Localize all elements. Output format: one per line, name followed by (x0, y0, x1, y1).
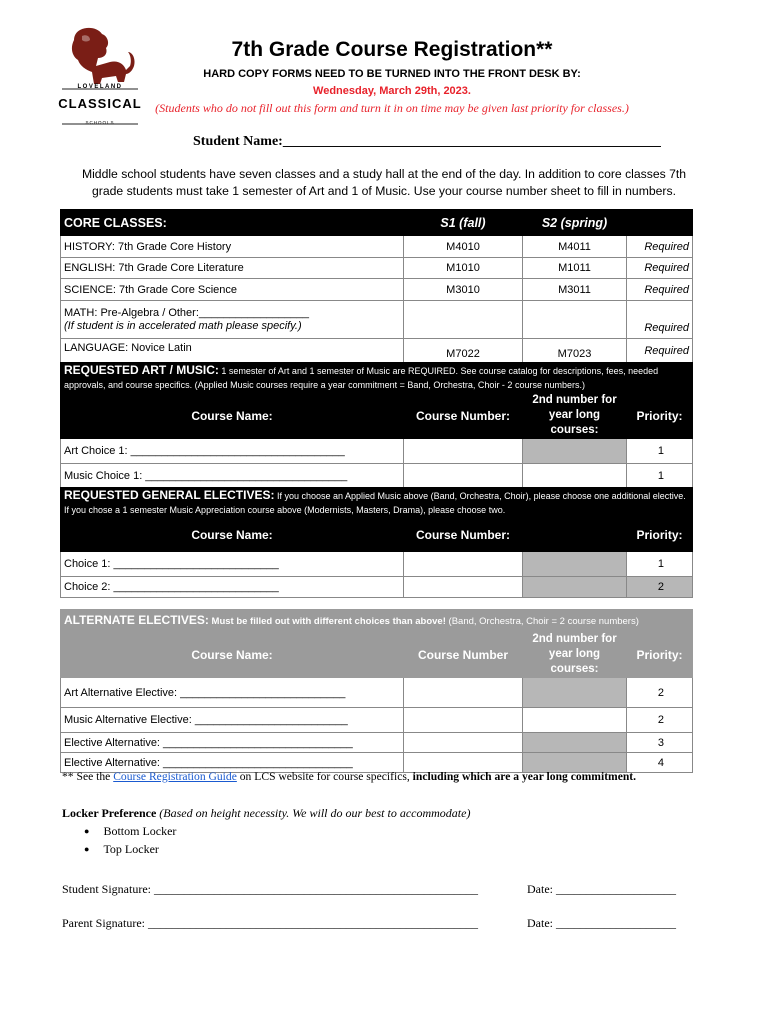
table-row (61, 339, 693, 363)
required-label: Required (627, 279, 693, 301)
art-music-table (60, 362, 693, 489)
alternate-electives-banner (61, 610, 693, 632)
math-course-label: MATH: Pre-Algebra / Other:__________________ (64, 306, 310, 319)
elective-choice-field[interactable]: Choice 2: ___________________________ (61, 577, 404, 598)
intro-paragraph: Middle school students have seven classes and a study hall at the end of the day. In addition to core classes 7th grade students must take 1 semester of Art and 1 of Music. Use your course number sheet to fill in numbers. (81, 167, 687, 198)
logo-main-text: CLASSICAL (58, 96, 142, 111)
student-name-line: ______________________________________________________ (282, 134, 661, 149)
required-label: Required (627, 236, 693, 258)
page-title: 7th Grade Course Registration** (231, 38, 553, 61)
disabled-cell (523, 678, 627, 708)
alternate-electives-table (60, 609, 693, 773)
art-music-instructions: 1 semester of Art and 1 semester of Music are REQUIRED. See course catalog for descriptions, fees, needed approvals, and course specifics. (Applied Music courses require a year commitment = Band, Orchestra, Choir - 2 course numbers.) (64, 366, 659, 390)
math-course-field[interactable] (61, 301, 404, 339)
table-row (61, 258, 693, 279)
music-choice-field[interactable]: Music Choice 1: _________________________________ (61, 464, 404, 489)
student-name-label: Student Name: (193, 134, 283, 149)
student-name-field[interactable] (193, 134, 661, 150)
required-label: Required (627, 258, 693, 279)
col-course-number: Course Number: (404, 393, 523, 439)
student-date-field[interactable]: Date: ____________________ (527, 882, 676, 896)
core-header-s1: S1 (fall) (404, 210, 523, 236)
priority-value: 1 (627, 464, 693, 489)
priority-value: 2 (627, 678, 693, 708)
locker-option-top[interactable]: ● Top Locker (84, 841, 470, 860)
footnote-mid: on LCS website for course specifics, (236, 770, 413, 783)
math-s1-input[interactable] (404, 301, 523, 339)
alternate-elective-field[interactable]: Elective Alternative: _______________________________ (61, 733, 404, 753)
table-row (61, 301, 693, 339)
late-notice: (Students who do not fill out this form and turn it in on time may be given last priority for classes.) (155, 101, 629, 115)
course-number-input[interactable] (404, 708, 523, 733)
footnote-bold: including which are a year long commitment. (412, 770, 637, 783)
locker-note: (Based on height necessity. We will do our best to accommodate) (156, 806, 471, 820)
alternate-electives-warning: Must be filled out with different choices than above! (208, 615, 446, 627)
course-number-input[interactable] (404, 464, 523, 489)
alternate-elective-field[interactable]: Music Alternative Elective: _________________________ (61, 708, 404, 733)
locker-preference (62, 805, 470, 860)
art-choice-field[interactable]: Art Choice 1: ___________________________________ (61, 439, 404, 464)
locker-option-bottom[interactable]: ● Bottom Locker (84, 823, 470, 842)
submission-instructions: HARD COPY FORMS NEED TO BE TURNED INTO THE FRONT DESK BY: (203, 68, 581, 80)
table-row (61, 733, 693, 753)
s2-number: M1011 (523, 258, 627, 279)
general-electives-banner (61, 488, 693, 518)
art-music-banner (61, 363, 693, 393)
course-name: HISTORY: 7th Grade Core History (61, 236, 404, 258)
table-row (61, 552, 693, 577)
second-number-input[interactable] (523, 464, 627, 489)
col-course-name: Course Name: (61, 518, 404, 552)
table-row (61, 577, 693, 598)
footnote-pre: ** See the (62, 770, 114, 783)
table-row (61, 439, 693, 464)
col-priority: Priority: (627, 518, 693, 552)
second-number-input[interactable] (523, 708, 627, 733)
table-row (61, 279, 693, 301)
course-number-input[interactable] (404, 733, 523, 753)
art-music-title: REQUESTED ART / MUSIC: (64, 363, 219, 377)
alternate-electives-title: ALTERNATE ELECTIVES: (64, 612, 209, 627)
disabled-cell (523, 439, 627, 464)
s2-number: M3011 (523, 279, 627, 301)
col-second-number: 2nd number for year long courses: (523, 632, 627, 678)
course-registration-guide-link[interactable]: Course Registration Guide (113, 770, 237, 783)
col-course-name: Course Name: (61, 632, 404, 678)
math-s2-input[interactable] (523, 301, 627, 339)
elective-choice-field[interactable]: Choice 1: ___________________________ (61, 552, 404, 577)
disabled-cell (523, 577, 627, 598)
priority-value: 3 (627, 733, 693, 753)
student-signature-field[interactable]: Student Signature: ______________________________________________________ (62, 882, 478, 896)
logo-bottom-text: SCHOOLS (85, 120, 115, 125)
priority-value: 4 (627, 753, 693, 773)
alternate-electives-note: (Band, Orchestra, Choir = 2 course numbers) (445, 615, 639, 627)
priority-value: 2 (627, 708, 693, 733)
alternate-elective-field[interactable]: Art Alternative Elective: ___________________________ (61, 678, 404, 708)
disabled-cell (523, 733, 627, 753)
table-row (61, 708, 693, 733)
disabled-cell (523, 552, 627, 577)
parent-signature-field[interactable]: Parent Signature: _______________________________________________________ (62, 916, 478, 930)
table-row (61, 464, 693, 489)
general-electives-table (60, 487, 693, 598)
s1-number: M7022 (404, 339, 523, 363)
s2-number: M4011 (523, 236, 627, 258)
table-row (61, 678, 693, 708)
priority-value: 1 (627, 552, 693, 577)
s1-number: M1010 (404, 258, 523, 279)
footnote (62, 770, 636, 783)
core-header-s2: S2 (spring) (523, 210, 627, 236)
col-course-number: Course Number (404, 632, 523, 678)
course-name: LANGUAGE: Novice Latin (61, 339, 404, 363)
parent-date-field[interactable]: Date: ____________________ (527, 916, 676, 930)
course-name: SCIENCE: 7th Grade Core Science (61, 279, 404, 301)
s1-number: M4010 (404, 236, 523, 258)
course-name: ENGLISH: 7th Grade Core Literature (61, 258, 404, 279)
course-number-input[interactable] (404, 439, 523, 464)
col-priority: Priority: (627, 632, 693, 678)
course-number-input[interactable] (404, 678, 523, 708)
logo-top-text: LOVELAND (77, 84, 123, 90)
col-second-number: 2nd number for year long courses: (523, 393, 627, 439)
course-number-input[interactable] (404, 577, 523, 598)
col-course-name: Course Name: (61, 393, 404, 439)
col-priority: Priority: (627, 393, 693, 439)
s2-number: M7023 (523, 339, 627, 363)
required-label: Required (627, 301, 693, 339)
core-classes-table (60, 209, 693, 363)
course-number-input[interactable] (404, 552, 523, 577)
locker-label: Locker Preference (62, 806, 157, 820)
general-electives-title: REQUESTED GENERAL ELECTIVES: (64, 488, 275, 502)
required-label: Required (627, 339, 693, 363)
deadline-date: Wednesday, March 29th, 2023. (313, 85, 471, 97)
priority-value: 2 (627, 577, 693, 598)
s1-number: M3010 (404, 279, 523, 301)
general-electives-instructions: If you choose an Applied Music above (Band, Orchestra, Choir), please choose one additional elective. If you chose a 1 semester Music Appreciation course above (Modernists, Masters, Drama), please choose two. (64, 491, 686, 515)
priority-value: 1 (627, 439, 693, 464)
col-course-number: Course Number: (404, 518, 523, 552)
alternate-elective-field[interactable]: Elective Alternative: _______________________________ (61, 753, 404, 773)
table-row (61, 236, 693, 258)
core-header-label: CORE CLASSES: (61, 210, 404, 236)
math-course-hint: (If student is in accelerated math please specify.) (64, 319, 302, 332)
